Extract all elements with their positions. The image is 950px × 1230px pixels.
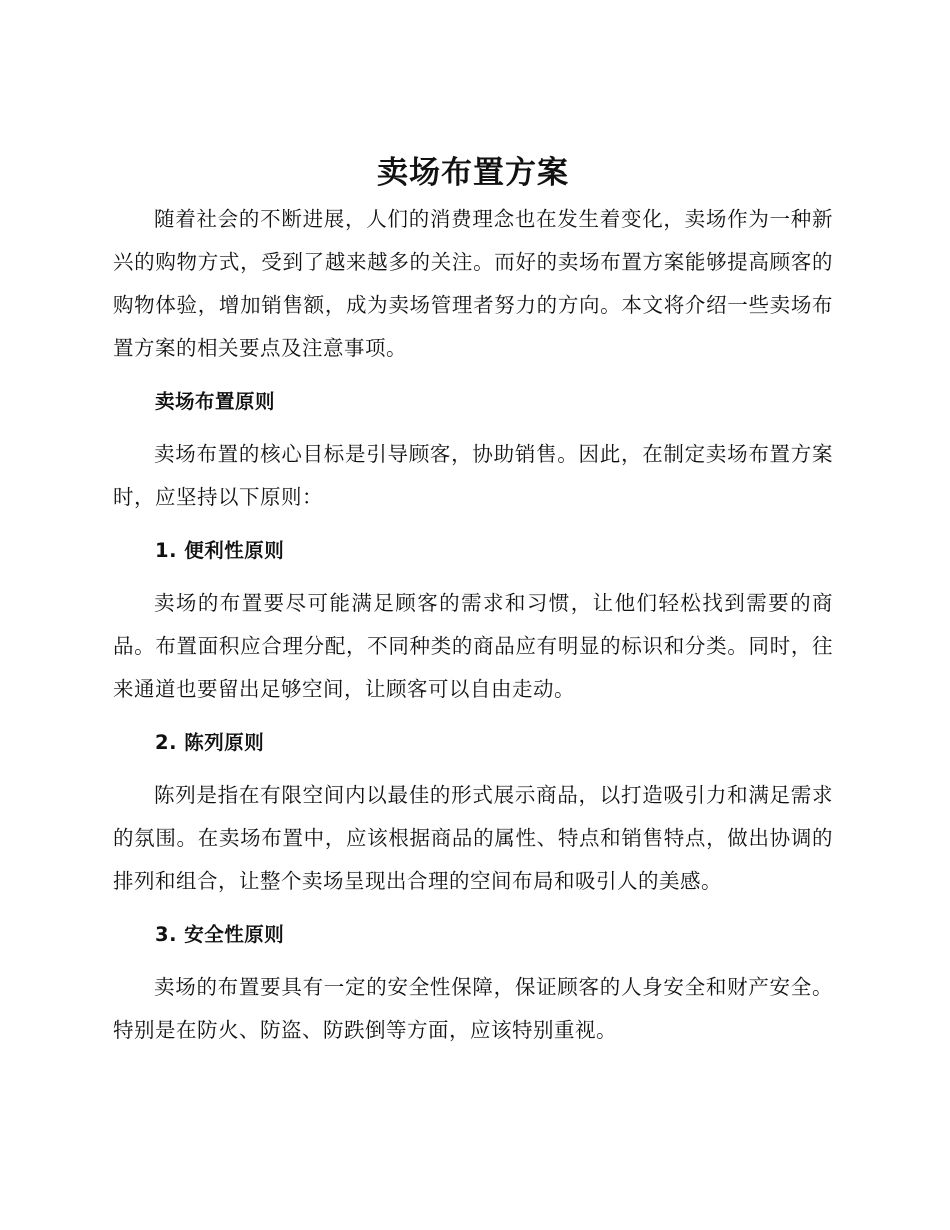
- principle-body-display: 陈列是指在有限空间内以最佳的形式展示商品，以打造吸引力和满足需求的氛围。在卖场布置中，应该根据商品的属性、特点和销售特点，做出协调的排列和组合，让整个卖场呈现出合理的空间布局和吸引人的美感。: [113, 783, 833, 893]
- spacer: [113, 956, 833, 966]
- spacer: [113, 370, 833, 380]
- principle-body-safety: 卖场的布置要具有一定的安全性保障，保证顾客的人身安全和财产安全。特别是在防火、防盗、防跌倒等方面，应该特别重视。: [113, 975, 833, 1042]
- spacer: [113, 519, 833, 529]
- spacer: [113, 572, 833, 582]
- document-page: [113, 150, 833, 1052]
- intro-paragraph: 随着社会的不断进展，人们的消费理念也在发生着变化，卖场作为一种新兴的购物方式，受到了越来越多的关注。而好的卖场布置方案能够提高顾客的购物体验，增加销售额，成为卖场管理者努力的方向。本文将介绍一些卖场布置方案的相关要点及注意事项。: [113, 207, 833, 360]
- principle-body-convenience: 卖场的布置要尽可能满足顾客的需求和习惯，让他们轻松找到需要的商品。布置面积应合理分配，不同种类的商品应有明显的标识和分类。同时，往来通道也要留出足够空间，让顾客可以自由走动。: [113, 591, 833, 701]
- principle-heading-safety: 3. 安全性原则: [155, 923, 285, 946]
- principle-heading-display: 2. 陈列原则: [155, 731, 265, 754]
- spacer: [113, 711, 833, 721]
- spacer: [113, 903, 833, 913]
- section-intro-paragraph: 卖场布置的核心目标是引导顾客，协助销售。因此，在制定卖场布置方案时，应坚持以下原则：: [113, 442, 833, 509]
- section-heading: 卖场布置原则: [155, 390, 276, 413]
- spacer: [113, 764, 833, 774]
- spacer: [113, 423, 833, 433]
- document-title: 卖场布置方案: [377, 155, 569, 191]
- principle-heading-convenience: 1. 便利性原则: [155, 539, 285, 562]
